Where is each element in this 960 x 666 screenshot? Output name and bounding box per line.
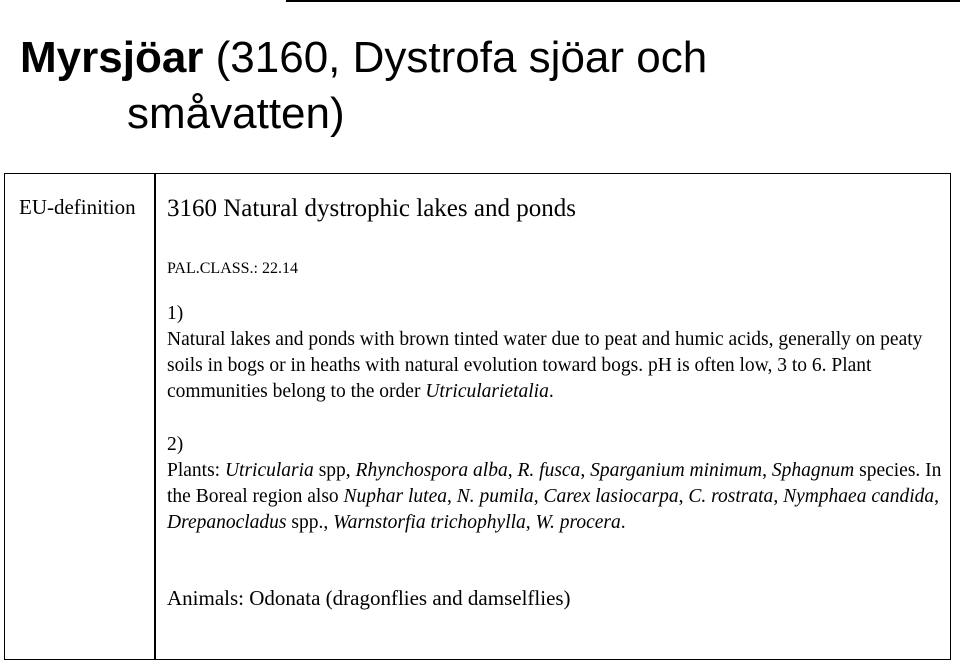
animals-line: Animals: Odonata (dragonflies and damselflies): [167, 586, 571, 610]
title-rest-line1: (3160, Dystrofa sjöar och: [203, 33, 708, 82]
plants-text: ,: [525, 512, 536, 533]
eu-definition-label: EU-definition: [19, 195, 136, 219]
species-name: R. fusca: [517, 460, 581, 481]
top-rule: [286, 0, 960, 2]
species-name: Warnstorfia trichophylla: [333, 512, 526, 533]
species-name: Carex lasiocarpa: [543, 486, 679, 507]
plants-text: .: [620, 512, 626, 533]
species-name: W. procera: [535, 512, 621, 533]
title-rest-line2: småvatten): [127, 89, 345, 138]
species-name: Nymphaea candida: [783, 486, 935, 507]
species-name: N. pumila: [456, 486, 534, 507]
section-1: [167, 301, 947, 405]
page-title: [20, 30, 920, 142]
plants-text: spp.,: [286, 512, 334, 533]
plants-text: ,: [678, 486, 689, 507]
plants-text: ,: [533, 486, 544, 507]
title-bold: Myrsjöar: [20, 33, 204, 82]
plants-text: Plants:: [167, 460, 225, 481]
species-name: Rhynchospora alba: [355, 460, 508, 481]
section-2-number: 2): [167, 434, 184, 455]
species-name: Sphagnum: [771, 460, 855, 481]
plants-text: ,: [773, 486, 784, 507]
plants-text: ,: [580, 460, 591, 481]
species-name: Utricularia: [224, 460, 314, 481]
species-name: C. rostrata: [688, 486, 774, 507]
section-2: [167, 432, 947, 536]
section-1-number: 1): [167, 303, 184, 324]
plants-text: ,: [507, 460, 518, 481]
plants-text: ,: [762, 460, 772, 481]
plants-text: spp,: [313, 460, 356, 481]
species-name: Drepanocladus: [167, 512, 287, 533]
definition-table: [4, 173, 951, 660]
section-1-end: .: [548, 381, 554, 402]
habitat-heading: 3160 Natural dystrophic lakes and ponds: [167, 195, 576, 222]
section-1-text: Natural lakes and ponds with brown tinted water due to peat and humic acids, generally on peaty soils in bogs or in heaths with natural evolution toward bogs. pH is often low, 3 to 6. Plant communities belong to the order: [167, 329, 923, 402]
plants-text: ,: [934, 486, 940, 507]
plants-text: ,: [447, 486, 457, 507]
species-name: Sparganium minimum: [590, 460, 763, 481]
pal-class: PAL.CLASS.: 22.14: [167, 260, 298, 277]
species-name: Nuphar lutea: [343, 486, 447, 507]
column-divider: [154, 174, 156, 659]
plants-text: species. In the Boreal region also: [167, 460, 942, 507]
section-1-italic: Utricularietalia: [425, 381, 549, 402]
